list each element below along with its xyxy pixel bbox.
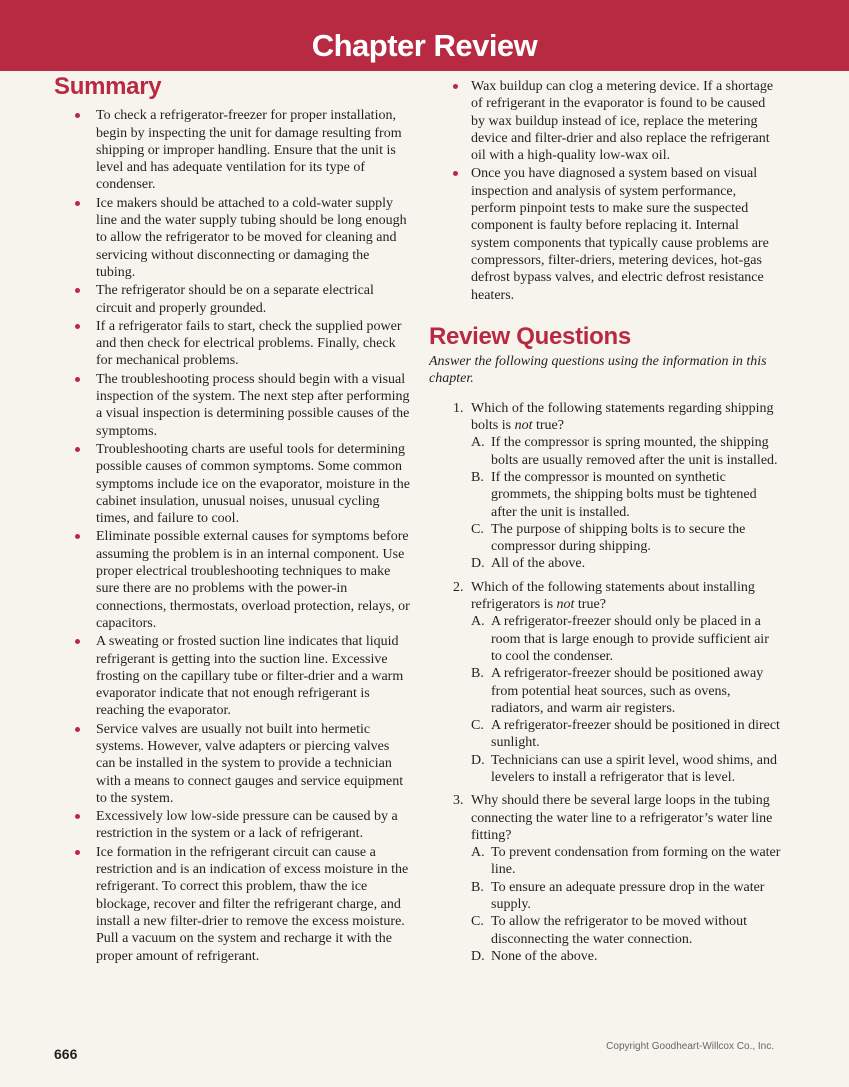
answer-option xyxy=(471,879,781,914)
summary-list xyxy=(54,107,410,965)
summary-item: Ice formation in the refrigerant circuit can cause a restriction and is an indication of excess moisture in the refrigerant. To correct this problem, thaw the ice blockage, recover and filter the refrigerant charge, and install a new filter-drier to remove the excess moisture. Pull a vacuum on the system and recharge it with the proper amount of refrigerant. xyxy=(54,844,410,965)
option-letter: C. xyxy=(471,914,484,930)
chapter-banner xyxy=(0,0,849,71)
answer-option xyxy=(471,521,781,556)
answer-option xyxy=(471,948,781,965)
question-list xyxy=(429,400,781,966)
summary-item: Troubleshooting charts are useful tools for determining possible causes of common symptoms. Some common symptoms include ice on the evaporator, moisture in the cabinet insulation, unusual noises, unusual cycling times, and failure to cool. xyxy=(54,441,410,527)
summary-item: The troubleshooting process should begin with a visual inspection of the system. The next step after performing a visual inspection is determining possible causes of the symptoms. xyxy=(54,371,410,440)
summary-item: Excessively low low-side pressure can be caused by a restriction in the system or a lack of refrigerant. xyxy=(54,808,410,843)
summary-item: A sweating or frosted suction line indicates that liquid refrigerant is getting into the suction line. Excessive frosting on the capillary tube or filter-drier and a warm evaporator indicate that not enough refrigerant is reaching the evaporator. xyxy=(54,633,410,719)
answer-option xyxy=(471,913,781,948)
summary-item: Eliminate possible external causes for symptoms before assuming the problem is in an internal component. Use proper electrical troubleshooting techniques to make sure there are no problems with the power-in connections, thermostats, overload protection, relays, or capacitors. xyxy=(54,528,410,632)
option-letter: A. xyxy=(471,614,485,630)
summary-item: Ice makers should be attached to a cold-water supply line and the water supply tubing should be long enough to allow the refrigerator to be moved for cleaning and servicing without disconnecting or damaging the tubing. xyxy=(54,195,410,281)
option-letter: B. xyxy=(471,666,484,682)
left-column xyxy=(54,73,410,966)
summary-item: The refrigerator should be on a separate electrical circuit and properly grounded. xyxy=(54,282,410,317)
option-letter: A. xyxy=(471,845,485,861)
option-text: All of the above. xyxy=(491,556,586,572)
question-text-pre: Which of the following statements regarding shipping bolts is xyxy=(471,400,774,434)
option-text: Technicians can use a spirit level, wood shims, and levelers to install a refrigerator that is level. xyxy=(491,752,777,785)
answer-option xyxy=(471,434,781,469)
answer-option xyxy=(471,613,781,665)
question xyxy=(429,579,781,787)
question-number: 1. xyxy=(453,400,464,416)
summary-heading: Summary xyxy=(54,73,162,100)
chapter-title: Chapter Review xyxy=(311,28,538,63)
answer-option xyxy=(471,555,781,572)
copyright: Copyright Goodheart-Willcox Co., Inc. xyxy=(606,1041,774,1052)
summary-item: Wax buildup can clog a metering device. If a shortage of refrigerant in the evaporator is found to be caused by wax buildup instead of ice, replace the metering device and filter-drier and also replace the refrigerant oil with a high-quality low-wax oil. xyxy=(429,78,781,164)
option-letter: D. xyxy=(471,556,485,572)
answer-option xyxy=(471,665,781,717)
question xyxy=(429,400,781,573)
question-number: 2. xyxy=(453,579,464,595)
option-text: To allow the refrigerator to be moved without disconnecting the water connection. xyxy=(491,914,747,947)
option-text: To prevent condensation from forming on the water line. xyxy=(491,845,781,878)
option-letter: D. xyxy=(471,948,485,964)
question xyxy=(429,792,781,965)
right-column xyxy=(429,78,781,971)
question-text-em: not xyxy=(556,597,575,613)
answer-option xyxy=(471,469,781,521)
question-text-em: not xyxy=(514,418,533,434)
summary-item: To check a refrigerator-freezer for proper installation, begin by inspecting the unit for damage resulting from shipping or improper handling. Ensure that the unit is level and has adequate ventilation for its type of condenser. xyxy=(54,107,410,193)
option-letter: C. xyxy=(471,521,484,537)
question-text-pre: Why should there be several large loops in the tubing connecting the water line to a refrigerator’s water line fitting? xyxy=(471,793,773,843)
question-stem xyxy=(471,400,781,435)
question-number: 3. xyxy=(453,793,464,809)
question-stem xyxy=(471,792,781,844)
option-text: A refrigerator-freezer should only be placed in a room that is large enough to provide sufficient air to cool the condenser. xyxy=(491,614,769,664)
option-letter: C. xyxy=(471,718,484,734)
answer-option xyxy=(471,752,781,787)
option-text: A refrigerator-freezer should be positioned in direct sunlight. xyxy=(491,718,780,751)
summary-item: If a refrigerator fails to start, check the supplied power and then check for electrical problems. Finally, check for mechanical problems. xyxy=(54,318,410,370)
option-text: None of the above. xyxy=(491,948,598,964)
answer-option xyxy=(471,844,781,879)
summary-item: Service valves are usually not built into hermetic systems. However, valve adapters or piercing valves can be installed in the system to provide a technician with a means to connect gauges and service equipment to the system. xyxy=(54,721,410,807)
option-text: The purpose of shipping bolts is to secure the compressor during shipping. xyxy=(491,521,746,555)
option-letter: D. xyxy=(471,752,485,768)
question-text-post: true? xyxy=(532,418,564,434)
option-letter: B. xyxy=(471,469,484,485)
page-number: 666 xyxy=(54,1046,78,1062)
summary-list-continued xyxy=(429,78,781,304)
answer-option xyxy=(471,717,781,752)
question-text-pre: Which of the following statements about installing refrigerators is xyxy=(471,579,755,613)
option-text: To ensure an adequate pressure drop in the water supply. xyxy=(491,879,765,913)
question-text-post: true? xyxy=(574,597,606,613)
review-intro: Answer the following questions using the information in this chapter. xyxy=(429,354,767,387)
review-questions-heading: Review Questions xyxy=(429,322,631,350)
question-stem xyxy=(471,579,781,614)
option-text: If the compressor is spring mounted, the shipping bolts are usually removed after the unit is installed. xyxy=(491,435,778,468)
option-text: A refrigerator-freezer should be positioned away from potential heat sources, such as ovens, radiators, and warm air registers. xyxy=(491,666,764,716)
summary-item: Once you have diagnosed a system based on visual inspection and analysis of system performance, perform pinpoint tests to make sure the suspected component is faulty before replacing it. Internal system components that typically cause problems are compressors, filter-driers, metering devices, hot-gas defrost bypass valves, and electric defrost resistance heaters. xyxy=(429,165,781,303)
option-letter: B. xyxy=(471,879,484,895)
option-letter: A. xyxy=(471,435,485,451)
option-text: If the compressor is mounted on synthetic grommets, the shipping bolts must be tightened after the unit is installed. xyxy=(491,469,757,520)
